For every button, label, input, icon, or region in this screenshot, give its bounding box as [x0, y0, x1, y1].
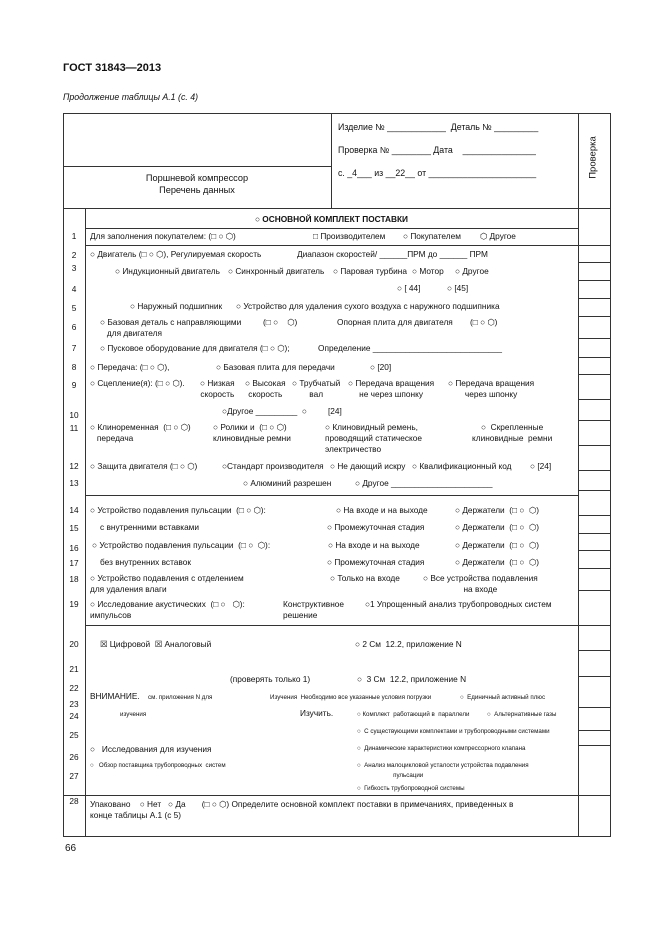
form-option[interactable]: ○ Устройство подавления с отделением для удаления влаги — [90, 573, 244, 594]
form-option[interactable]: ○ Исследование акустических (□ ○ ⬡): импульсов — [90, 599, 245, 620]
form-option[interactable]: ○ Комплект работающий в параллели — [357, 711, 470, 718]
check-cell-divider — [578, 515, 610, 516]
form-option[interactable]: ○ Обзор поставщика трубопроводных систем — [90, 762, 226, 769]
check-cell-divider — [578, 262, 610, 263]
form-option[interactable]: ○ Гибкость трубопроводной системы — [357, 785, 465, 792]
form-option[interactable]: ○ Промежуточная стадия — [327, 557, 425, 567]
row-number: 22 — [69, 683, 79, 693]
form-label: (проверять только 1) — [230, 674, 311, 684]
form-option[interactable]: ○ Исследования для изучения — [90, 744, 212, 754]
form-option[interactable]: ○ Базовая плита для передачи — [216, 362, 335, 372]
form-label: ВНИМАНИЕ. — [90, 691, 140, 701]
form-label: без внутренних вставок — [100, 557, 191, 567]
form-option[interactable]: □ Производителем — [313, 231, 386, 241]
header-left-divider — [63, 166, 331, 167]
form-option[interactable]: ○ На входе и на выходе — [328, 540, 420, 550]
row-number: 21 — [69, 664, 79, 674]
table-border-top — [63, 113, 611, 114]
table-border-right — [610, 113, 611, 837]
form-label: Диапазон скоростей/ ______ПРМ до ______ ПРМ — [297, 249, 488, 259]
form-option[interactable]: Упаковано ○ Нет ○ Да (□ ○ ⬡) Определите основной комплект поставки в примечаниях, приведенных в конце таблицы А.1 (с 5) — [90, 799, 514, 820]
form-option[interactable]: ○ Алюминий разрешен — [243, 478, 332, 488]
form-option[interactable]: (□ ○ ⬡) — [470, 317, 498, 327]
check-column-title: Проверка — [587, 136, 599, 179]
row-number: 16 — [69, 543, 79, 553]
row-number: 8 — [71, 362, 77, 372]
check-cell-divider — [578, 730, 610, 731]
check-cell-divider — [578, 568, 610, 569]
form-label: с внутренними вставками — [100, 522, 200, 532]
form-option[interactable]: ○ Наружный подшипник — [130, 301, 223, 311]
form-option[interactable]: ○ Клиновидный ремень, проводящий статическое электричество — [325, 422, 422, 454]
check-cell-divider — [578, 445, 610, 446]
row-number: 2 — [71, 250, 77, 260]
row-number: 28 — [69, 796, 79, 806]
row-number: 18 — [69, 574, 79, 584]
form-label: Изучить. — [300, 708, 334, 718]
check-cell-divider — [578, 280, 610, 281]
form-option[interactable]: ○ Передача вращения не через шпонку — [348, 378, 435, 399]
row-number: 1 — [71, 231, 77, 241]
form-option[interactable]: ☒ Цифровой ☒ Аналоговый — [100, 639, 212, 649]
form-option[interactable]: ○ Скрепленные клиновидные ремни — [472, 422, 553, 443]
row-number: 20 — [69, 639, 79, 649]
row-number: 23 — [69, 699, 79, 709]
row-number: 5 — [71, 303, 77, 313]
form-label: Опорная плита для двигателя — [337, 317, 453, 327]
check-cell-divider — [578, 795, 610, 796]
form-label: Конструктивное решение — [283, 599, 345, 620]
form-option[interactable]: ○ Клиноременная (□ ○ ⬡) передача — [90, 422, 191, 443]
form-option[interactable]: ○1 Упрощенный анализ трубопроводных систем — [365, 599, 552, 609]
form-label: см. приложения N для — [148, 694, 213, 701]
check-cell-divider — [578, 374, 610, 375]
row-number: 12 — [69, 461, 79, 471]
row-number: 14 — [69, 505, 79, 515]
row-number: 11 — [69, 423, 79, 433]
form-option[interactable]: ○ Динамические характеристики компрессорного клапана — [357, 745, 526, 752]
form-option[interactable]: (□ ○ ⬡) — [263, 317, 298, 327]
check-cell-divider — [578, 316, 610, 317]
row-number: 27 — [69, 771, 79, 781]
check-column-divider — [578, 113, 579, 837]
form-option[interactable]: ○ 3 См 12.2, приложение N — [357, 674, 467, 684]
form-option[interactable]: Для заполнения покупателем: (□ ○ ⬡) — [90, 231, 236, 241]
section-divider — [63, 795, 578, 796]
check-cell-divider — [578, 590, 610, 591]
form-option[interactable]: ○ Базовая деталь с направляющими для двигателя — [100, 317, 242, 338]
form-option[interactable]: ○ Покупателем — [403, 231, 461, 241]
form-title — [63, 172, 331, 196]
form-option[interactable]: ○ Устройство подавления пульсации (□ ○ ⬡): — [92, 540, 271, 550]
row-number: 25 — [69, 730, 79, 740]
form-option[interactable]: ○ [20] — [370, 362, 392, 372]
form-option[interactable]: ○ Анализ малоцикловой усталости устройства подавления пульсации — [357, 762, 529, 779]
form-option[interactable]: ○ Единичный активный плюс — [460, 694, 546, 701]
check-cell-divider — [578, 470, 610, 471]
form-option[interactable]: ○ Трубчатый вал — [292, 378, 341, 399]
form-option[interactable]: ○ Ролики и (□ ○ ⬡) клиновидные ремни — [213, 422, 291, 443]
form-option[interactable]: ○ Держатели (□ ○ ⬡) — [455, 522, 539, 532]
form-option[interactable]: ○ Устройство для удаления сухого воздуха с наружного подшипника — [236, 301, 500, 311]
form-option[interactable]: ○ Держатели (□ ○ ⬡) — [455, 540, 539, 550]
form-option[interactable]: ○ Не дающий искру — [330, 461, 406, 471]
form-option[interactable]: ○ Только на входе — [330, 573, 400, 583]
row-divider — [85, 245, 578, 246]
form-option[interactable]: ○ Двигатель (□ ○ ⬡), Регулируемая скорость — [90, 249, 262, 259]
form-title-line: Перечень данных — [159, 185, 235, 195]
check-cell-divider — [578, 676, 610, 677]
form-option[interactable]: ○ 2 См 12.2, приложение N — [355, 639, 462, 649]
check-cell-divider — [578, 490, 610, 491]
row-number: 7 — [71, 343, 77, 353]
check-cell-divider — [578, 420, 610, 421]
form-option[interactable]: ○ [24] — [530, 461, 552, 471]
form-option[interactable]: ○ Индукционный двигатель — [115, 266, 220, 276]
check-number-field[interactable]: Проверка № ________ Дата _______________ — [338, 145, 536, 155]
section-heading: ○ ОСНОВНОЙ КОМПЛЕКТ ПОСТАВКИ — [254, 214, 409, 224]
form-option[interactable]: ○ На входе и на выходе — [336, 505, 428, 515]
form-option[interactable]: ○ Высокая скорость — [245, 378, 286, 399]
form-option[interactable]: ○ Сцепление(я): (□ ○ ⬡). — [90, 378, 185, 388]
check-cell-divider — [578, 245, 610, 246]
form-option[interactable]: ○ [45] — [447, 283, 469, 293]
product-number-field[interactable]: Изделие № ____________ Деталь № _________ — [338, 122, 539, 132]
number-column-divider — [85, 208, 86, 836]
form-option[interactable]: ○Стандарт производителя — [222, 461, 324, 471]
form-option[interactable]: ○ Все устройства подавления на входе — [423, 573, 538, 594]
form-option[interactable]: ○ Другое — [455, 266, 489, 276]
form-label: [24] — [328, 406, 342, 416]
form-option[interactable]: ○ Мотор — [412, 266, 444, 276]
row-number: 15 — [69, 523, 79, 533]
check-cell-divider — [578, 533, 610, 534]
page-number: 66 — [65, 843, 77, 854]
form-option[interactable]: ⬡ Другое — [480, 231, 516, 241]
form-option[interactable]: ○ Промежуточная стадия — [327, 522, 425, 532]
check-cell-divider — [578, 707, 610, 708]
form-label: Изучения Необходимо все указанные условия погрузки — [270, 694, 432, 701]
table-border-bottom — [63, 836, 611, 837]
form-option[interactable]: ○ Синхронный двигатель — [228, 266, 325, 276]
form-option[interactable]: ○ [ 44] — [397, 283, 421, 293]
row-number: 24 — [69, 711, 79, 721]
form-option[interactable]: ○ Низкая скорость — [200, 378, 235, 399]
heading-divider — [85, 228, 578, 229]
row-number: 4 — [71, 284, 77, 294]
row-number: 9 — [71, 380, 77, 390]
row-number: 3 — [71, 263, 77, 273]
row-number: 17 — [69, 558, 79, 568]
form-title-line: Поршневой компрессор — [145, 173, 249, 183]
row-number: 13 — [69, 478, 79, 488]
header-divider — [331, 113, 332, 208]
form-option[interactable]: ○ Альтернативные газы — [487, 711, 557, 718]
check-cell-divider — [578, 745, 610, 746]
form-option[interactable]: ○ Другое ______________________ — [355, 478, 493, 488]
form-option[interactable]: ○ Устройство подавления пульсации (□ ○ ⬡): — [90, 505, 266, 515]
form-option[interactable]: ○ С существующими комплектами и трубопроводными системами — [357, 728, 550, 735]
row-number: 26 — [69, 752, 79, 762]
check-cell-divider — [578, 357, 610, 358]
form-option[interactable]: ○ Держатели (□ ○ ⬡) — [455, 557, 539, 567]
check-cell-divider — [578, 550, 610, 551]
table-border-left — [63, 113, 64, 837]
form-option[interactable]: ○Другое _________ ○ — [222, 406, 307, 416]
check-cell-divider — [578, 625, 610, 626]
form-option[interactable]: ○ Защита двигателя (□ ○ ⬡) — [90, 461, 198, 471]
check-cell-divider — [578, 650, 610, 651]
table-continuation-caption: Продолжение таблицы А.1 (с. 4) — [63, 92, 199, 102]
form-label: Определение ____________________________ — [318, 343, 502, 353]
check-cell-divider — [578, 298, 610, 299]
row-number: 19 — [69, 599, 79, 609]
sheet-field[interactable]: с. _4___ из __22__ от ______________________ — [338, 168, 537, 178]
standard-number: ГОСТ 31843—2013 — [63, 62, 162, 74]
form-option[interactable]: ○ Передача: (□ ○ ⬡), — [90, 362, 170, 372]
header-bottom — [63, 208, 611, 209]
row-number: 10 — [69, 410, 79, 420]
form-option[interactable]: ○ Держатели (□ ○ ⬡) — [455, 505, 539, 515]
check-cell-divider — [578, 338, 610, 339]
form-option[interactable]: ○ Квалификационный код — [412, 461, 512, 471]
form-option[interactable]: ○ Передача вращения через шпонку — [448, 378, 535, 399]
form-label: изучения — [120, 711, 147, 718]
form-option[interactable]: ○ Паровая турбина — [333, 266, 407, 276]
row-number: 6 — [71, 322, 77, 332]
check-cell-divider — [578, 399, 610, 400]
form-option[interactable]: ○ Пусковое оборудование для двигателя (□ ○ ⬡); — [100, 343, 290, 353]
section-divider — [85, 495, 578, 496]
section-divider — [85, 625, 578, 626]
